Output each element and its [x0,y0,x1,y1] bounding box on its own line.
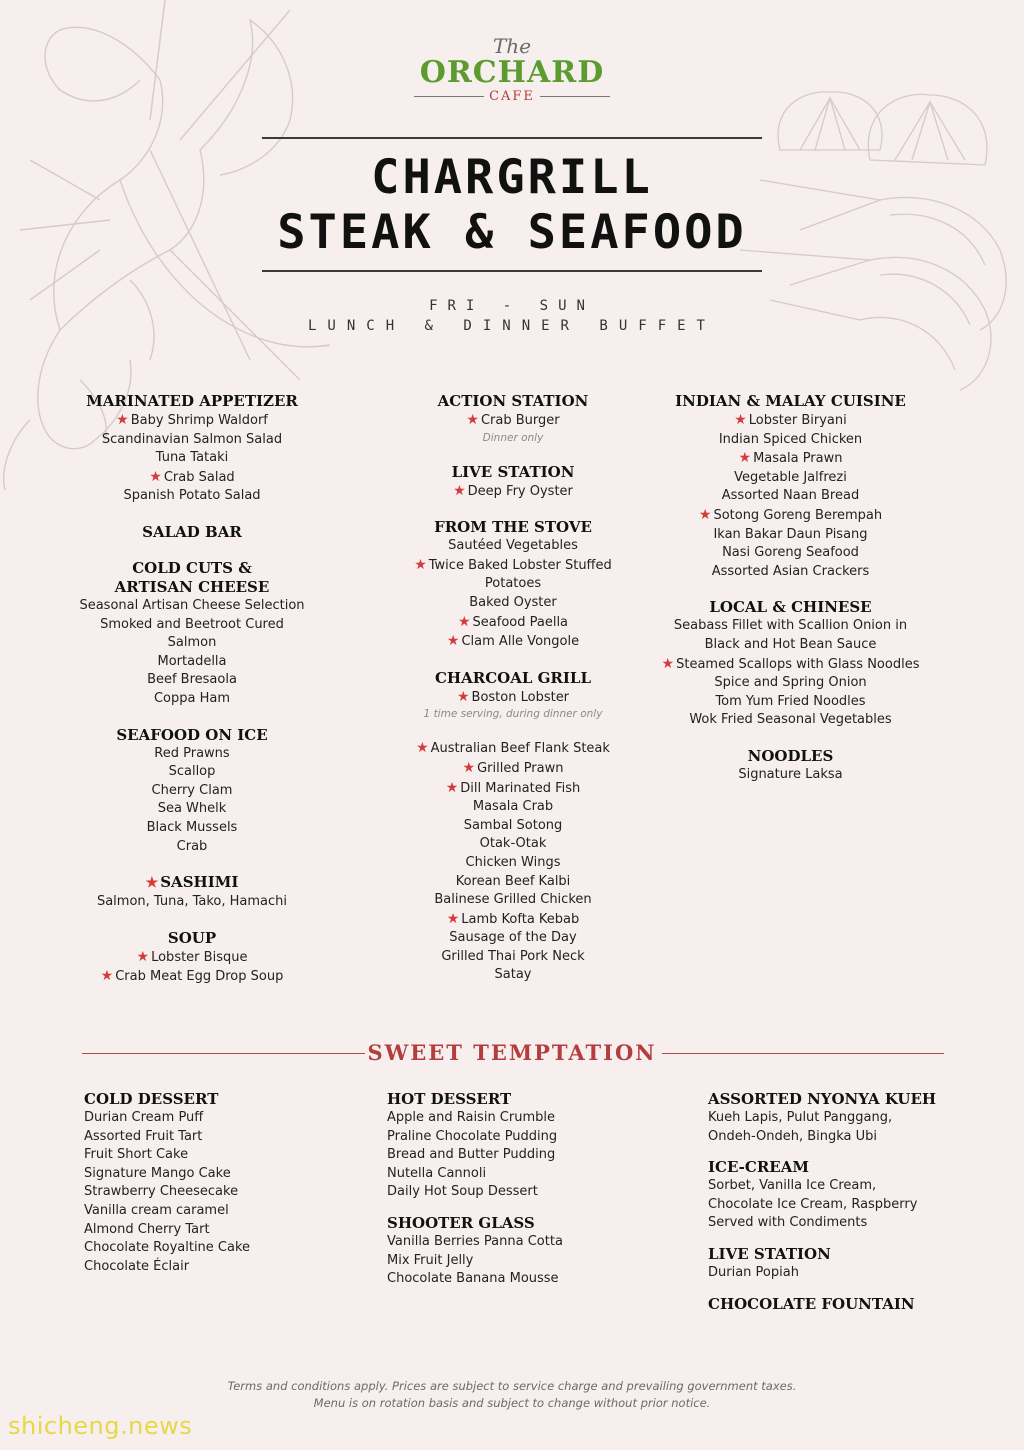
menu-item-text: Sotong Goreng Berempah [713,507,883,523]
section-heading-text: INDIAN & MALAY CUISINE [675,392,906,410]
menu-item-text: Satay [494,967,532,983]
menu-item [387,1270,687,1289]
menu-item [382,798,644,817]
sweet-temptation-title: SWEET TEMPTATION [367,1040,657,1065]
menu-item-text: Praline Chocolate Pudding [387,1128,558,1144]
menu-item-text: Apple and Raisin Crumble [387,1110,555,1125]
terms-footer [0,1378,1024,1412]
menu-item-text: Tuna Tataki [155,450,229,466]
menu-item-text: Masala Crab [472,799,554,815]
section-heading [62,929,322,948]
menu-item [648,674,933,693]
menu-item-text: Nutella Cannoli [387,1165,487,1181]
menu-item-text: Assorted Naan Bread [721,488,860,504]
star-icon: ★ [136,948,150,965]
section-heading-text: COLD DESSERT [84,1090,219,1108]
section-heading-text: ARTISAN CHEESE [114,577,270,596]
menu-item-text: Chocolate Royaltine Cake [84,1240,251,1256]
menu-item-text: Kueh Lapis, Pulut Panggang, [708,1110,893,1125]
menu-item [648,617,933,636]
menu-item-text: Vegetable Jalfrezi [734,469,847,485]
menu-item-text: Chocolate Éclair [84,1258,190,1274]
menu-item [84,1258,364,1277]
section-heading-text: SEAFOOD ON ICE [116,725,268,744]
menu-item [62,597,322,616]
menu-item [382,482,644,502]
menu-item-text: Ondeh-Ondeh, Bingka Ubi [708,1128,878,1144]
menu-item-text: Chocolate Ice Cream, Raspberry [708,1196,918,1212]
menu-item-text: Scandinavian Salmon Salad [101,431,283,447]
section-heading-text: SHOOTER GLASS [387,1213,535,1232]
menu-item [382,817,644,836]
menu-item [382,891,644,910]
section-heading [62,559,322,597]
menu-item-text: Crab Burger [480,413,560,428]
star-icon: ★ [734,412,747,428]
menu-item [62,671,322,690]
menu-item-text: Beef Bresaola [147,672,237,688]
menu-item [387,1252,687,1271]
menu-item [62,782,322,801]
menu-item-text: Served with Condiments [708,1215,868,1231]
menu-item-text: Assorted Asian Crackers [711,563,870,579]
menu-item [648,544,933,563]
menu-item-text: Tom Yum Fried Noodles [715,693,866,709]
menu-item [84,1128,364,1147]
star-icon: ★ [661,655,675,672]
section-gap [708,1233,1008,1245]
section-heading [708,1245,1008,1264]
menu-item-text: Sorbet, Vanilla Ice Cream, [708,1178,877,1194]
menu-item-text: Seafood Paella [472,614,569,630]
section-heading-text: HOT DESSERT [387,1090,512,1108]
menu-item-text: Salmon, Tuna, Tako, Hamachi [96,894,288,910]
menu-item-text: Signature Mango Cake [84,1165,231,1181]
menu-item-text: Otak-Otak [479,836,547,852]
menu-item-text: Vanilla Berries Panna Cotta [387,1233,563,1249]
menu-item-text: Daily Hot Soup Dessert [387,1184,538,1200]
menu-item-text: Seasonal Artisan Cheese Selection [79,597,305,613]
section-heading-text: ACTION STATION [437,392,589,410]
menu-item [387,1165,687,1184]
star-icon: ★ [149,468,162,485]
menu-item [382,556,644,576]
section-heading [708,1295,1008,1314]
menu-item [84,1239,364,1258]
section-heading [648,392,933,411]
menu-item [382,779,644,799]
star-icon: ★ [416,740,429,757]
section-heading-text: LIVE STATION [451,462,575,481]
menu-item [382,966,644,985]
item-note [382,431,644,446]
menu-item [382,835,644,854]
menu-item [387,1128,687,1147]
days-label: FRI - SUN [429,298,595,314]
menu-item [62,948,322,968]
menu-item [382,910,644,930]
menu-item [62,838,322,857]
page-title-line1: CHARGRILL [371,150,653,205]
section-gap [382,501,644,518]
menu-item-text: Balinese Grilled Chicken [434,892,592,908]
section-gap [62,856,322,873]
terms-line-2: Menu is on rotation basis and subject to change without prior notice. [313,1396,711,1410]
menu-item-text: Steamed Scallops with Glass Noodles [676,656,920,672]
page-title-line2: STEAK & SEAFOOD [277,205,747,260]
section-heading-text: NOODLES [747,746,834,765]
menu-item [62,653,322,672]
menu-item [62,431,322,450]
menu-item-text: Chocolate Banana Mousse [387,1271,559,1287]
menu-item-text: Lobster Biryani [748,413,847,428]
menu-item [387,1146,687,1165]
menu-item [708,1214,1008,1233]
menu-item [382,854,644,873]
menu-item-text: Crab [176,838,208,854]
section-heading [382,463,644,482]
menu-item-text: Grilled Thai Pork Neck [441,948,585,964]
section-heading [648,747,933,766]
section-gap [387,1202,687,1214]
section-gap [708,1146,1008,1158]
section-heading [382,669,644,688]
menu-item [382,537,644,556]
menu-item-text: Wok Fried Seasonal Vegetables [689,712,892,728]
menu-item [382,759,644,779]
menu-item [708,1128,1008,1147]
menu-item-text: Lobster Bisque [151,949,248,965]
menu-item [62,487,322,506]
menu-item-text: Signature Laksa [738,766,843,782]
menu-item-text: Australian Beef Flank Steak [430,741,610,757]
menu-item [648,506,933,526]
menu-item-text: Salmon [167,635,217,651]
menu-item-text: Grilled Prawn [477,760,564,776]
section-heading [708,1158,1008,1177]
menu-item-text: Strawberry Cheesecake [84,1184,239,1200]
menu-item-text: Vanilla cream caramel [84,1202,229,1218]
menu-item [387,1183,687,1202]
menu-item-text: Mortadella [157,653,227,669]
menu-item [62,690,322,709]
menu-item [62,634,322,653]
star-icon: ★ [698,506,712,523]
menu-item-text: Indian Spiced Chicken [718,431,863,447]
menu-item-text: Clam Alle Vongole [461,634,580,650]
menu-item-text: Spanish Potato Salad [123,488,261,504]
item-spacer [382,722,644,739]
menu-item [62,800,322,819]
star-icon: ★ [462,759,476,776]
menu-item-text: Mix Fruit Jelly [387,1252,474,1268]
star-icon: ★ [456,688,470,705]
menu-item [648,526,933,545]
section-gap [62,709,322,726]
section-heading-text: CHARCOAL GRILL [434,668,591,687]
section-gap [62,542,322,559]
menu-item [382,411,644,431]
menu-item [648,711,933,730]
menu-item [648,411,933,431]
section-heading-text: LOCAL & CHINESE [709,598,872,617]
menu-item [382,688,644,708]
section-heading [387,1090,687,1109]
section-heading [62,726,322,745]
menu-item-text: Red Prawns [154,745,230,761]
menu-item-text: Baked Oyster [469,594,557,610]
section-heading-text: LIVE STATION [708,1244,831,1263]
section-gap [648,581,933,598]
menu-item-text: Spice and Spring Onion [714,675,867,691]
menu-item-text: Durian Popiah [708,1264,799,1280]
menu-item-text: Coppa Ham [153,690,231,706]
item-note [382,707,644,722]
menu-item [382,873,644,892]
menu-item [387,1233,687,1252]
section-heading-text: SALAD BAR [142,522,242,541]
menu-item [84,1202,364,1221]
section-heading-text: ASSORTED NYONYA KUEH [708,1090,937,1108]
menu-item-text: Dill Marinated Fish [460,780,581,796]
section-heading-text: SOUP [167,928,217,947]
menu-item [84,1183,364,1202]
section-heading-text: ICE-CREAM [708,1158,809,1177]
menu-item-text: Smoked and Beetroot Cured [100,616,284,632]
star-icon: ★ [446,633,460,650]
section-heading [62,392,322,411]
star-icon: ★ [445,779,459,796]
menu-item [62,616,322,635]
menu-item [382,575,644,594]
section-heading [387,1214,687,1233]
menu-item-text: Fruit Short Cake [84,1147,189,1163]
menu-item-text: 1 time serving, during dinner only [423,708,603,721]
menu-item [62,967,322,987]
menu-item [648,766,933,785]
menu-item [62,745,322,764]
menu-item-text: Twice Baked Lobster Stuffed [428,557,612,573]
logo-sub-text: CAFE [489,89,535,104]
section-heading [648,598,933,617]
menu-item-text: Scallop [168,764,216,780]
menu-item [382,613,644,633]
menu-item [382,739,644,759]
menu-item [648,563,933,582]
dessert-column-center [387,1090,687,1289]
section-heading-text: CHOCOLATE FOUNTAIN [708,1294,915,1313]
section-heading [62,523,322,542]
menu-item [648,449,933,469]
section-heading [382,518,644,537]
section-gap [382,652,644,669]
section-heading [84,1090,364,1109]
menu-item-text: Durian Cream Puff [84,1110,204,1125]
menu-item [62,763,322,782]
menu-item [387,1109,687,1128]
star-icon: ★ [116,412,129,428]
menu-item-text: Boston Lobster [471,689,570,705]
menu-item [708,1264,1008,1283]
menu-column-center [382,392,644,985]
menu-item [382,594,644,613]
menu-item [708,1109,1008,1128]
star-icon: ★ [453,482,466,499]
menu-item-text: Lamb Kofta Kebab [461,911,580,927]
buffet-label: LUNCH & DINNER BUFFET [307,318,716,334]
menu-item-text: Sambal Sotong [463,817,563,833]
menu-item-text: Sautéed Vegetables [448,538,578,554]
title-bottom-rule [262,270,762,272]
star-icon: ★ [457,613,471,630]
menu-item [62,819,322,838]
menu-item-text: Deep Fry Oyster [467,483,573,499]
menu-item [382,929,644,948]
menu-item-text: Baby Shrimp Waldorf [130,413,268,428]
menu-item [648,469,933,488]
section-gap [62,506,322,523]
section-gap [382,446,644,463]
menu-item [62,411,322,431]
menu-item [648,636,933,655]
menu-item [62,893,322,912]
terms-line-1: Terms and conditions apply. Prices are subject to service charge and prevailing government taxes. [227,1379,797,1393]
watermark: shicheng.news [8,1412,193,1440]
section-gap [62,912,322,929]
section-heading [62,873,322,893]
menu-item [708,1196,1008,1215]
menu-item-text: Potatoes [484,576,542,592]
logo-name: ORCHARD [419,55,605,90]
section-heading-text: COLD CUTS & [132,558,252,577]
menu-item [708,1177,1008,1196]
section-gap [648,730,933,747]
menu-item-text: Korean Beef Kalbi [455,873,571,889]
section-heading-text: MARINATED APPETIZER [86,392,298,410]
menu-item [62,468,322,488]
menu-item-text: Sea Whelk [157,801,227,817]
menu-item-text: Black and Hot Bean Sauce [704,636,877,652]
menu-item [84,1109,364,1128]
star-icon: ★ [145,875,159,892]
star-icon: ★ [100,968,114,985]
menu-item-text: Chicken Wings [465,854,561,870]
menu-item [84,1165,364,1184]
menu-item-text: Cherry Clam [151,782,233,798]
logo-sub [0,90,1024,104]
menu-column-left [62,392,322,987]
menu-item-text: Nasi Goreng Seafood [722,545,859,561]
menu-item [648,431,933,450]
menu-item [648,693,933,712]
menu-item-text: Black Mussels [146,819,238,835]
section-heading-text: SASHIMI [160,873,239,892]
menu-item [382,948,644,967]
star-icon: ★ [414,556,427,573]
dessert-column-left [84,1090,364,1276]
menu-item [648,655,933,675]
menu-item-text: Ikan Bakar Daun Pisang [713,526,868,542]
section-heading [382,392,644,411]
star-icon: ★ [466,412,479,428]
menu-item-text: Masala Prawn [753,451,843,467]
menu-item-text: Bread and Butter Pudding [387,1147,556,1163]
star-icon: ★ [446,910,460,927]
dessert-column-right [708,1090,1008,1314]
menu-item-text: Seabass Fillet with Scallion Onion in [673,618,908,634]
menu-item-text: Crab Meat Egg Drop Soup [115,969,284,985]
menu-item-text: Sausage of the Day [449,930,577,946]
menu-item-text: Assorted Fruit Tart [84,1128,203,1144]
menu-column-right [648,392,933,785]
menu-item-text: Almond Cherry Tart [84,1221,210,1237]
menu-item [84,1221,364,1240]
menu-item [62,449,322,468]
section-heading [708,1090,1008,1109]
cafe-logo [0,36,1024,104]
section-gap [708,1283,1008,1295]
section-heading-text: FROM THE STOVE [434,518,592,537]
menu-item [84,1146,364,1165]
menu-item [382,632,644,652]
sweet-right-rule [662,1053,944,1054]
menu-item-text: Crab Salad [163,469,235,485]
title-top-rule [262,137,762,139]
star-icon: ★ [738,450,752,467]
menu-item [648,487,933,506]
menu-item-text: Dinner only [482,431,544,444]
logo-the: The [492,34,532,58]
